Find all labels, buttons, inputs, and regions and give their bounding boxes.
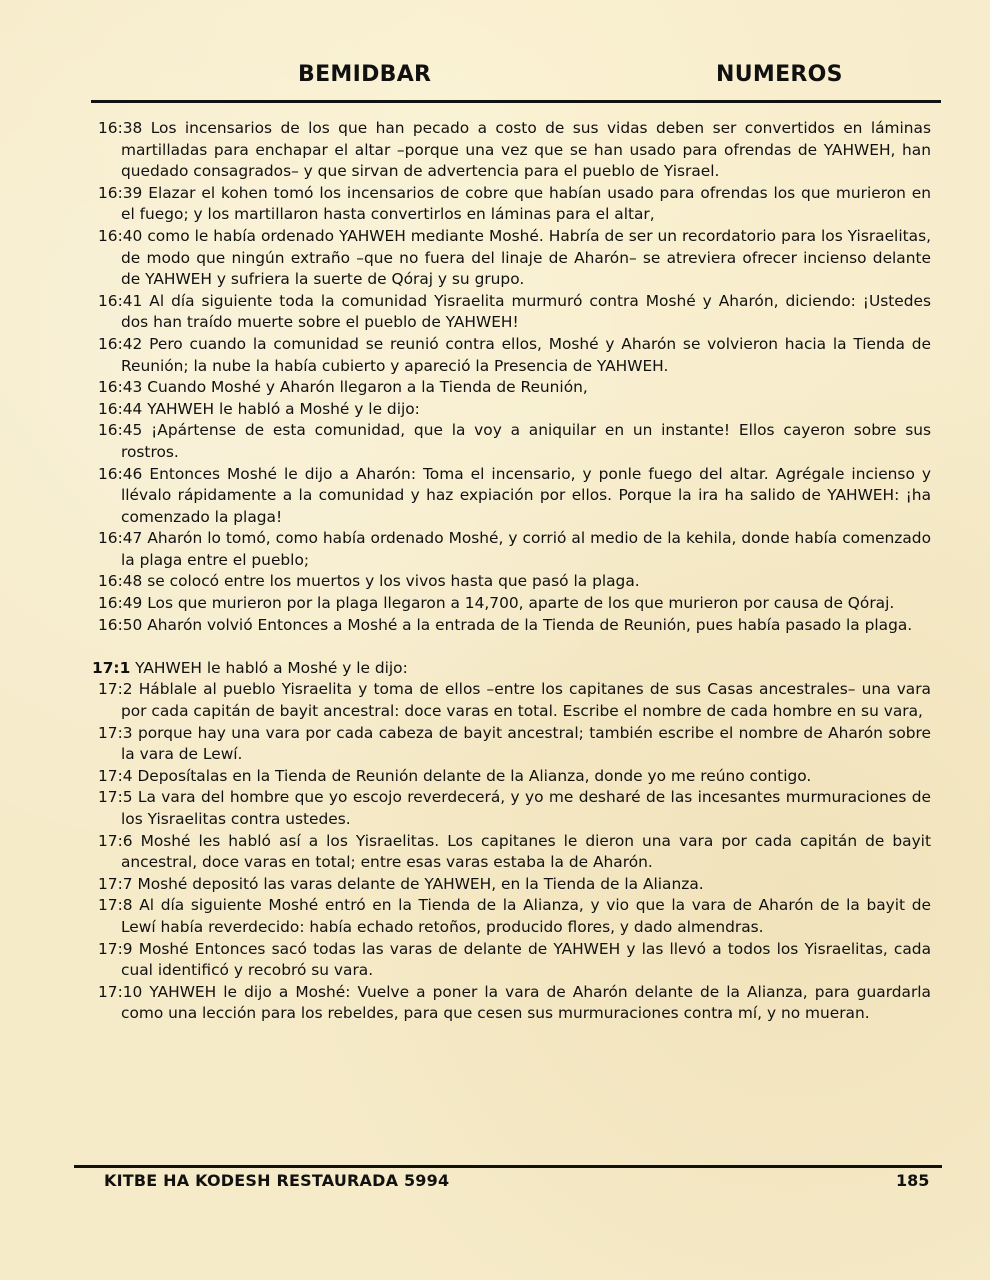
verse: 17:2 Háblale al pueblo Yisraelita y toma de ellos –entre los capitanes de sus Casas ancestrales– una vara por cada capitán de bayit ancestral: doce varas en total. Escribe el nombre de cada hombre en su vara, (98, 680, 931, 721)
footer-title: KITBE HA KODESH RESTAURADA 5994 (104, 1171, 450, 1190)
chapter-number: 17:1 (92, 658, 131, 677)
verse: 17:10 YAHWEH le dijo a Moshé: Vuelve a poner la vara de Aharón delante de la Alianza, para guardarla como una lección para los rebeldes, para que cesen sus murmuraciones contra mí, y no mueran. (98, 982, 931, 1023)
verse: 17:3 porque hay una vara por cada cabeza de bayit ancestral; también escribe el nombre de Aharón sobre la vara de Lewí. (98, 723, 931, 764)
page-header (0, 62, 990, 96)
book-title-hebrew: BEMIDBAR (298, 62, 432, 87)
header-rule (91, 100, 941, 103)
chapter-gap (98, 636, 931, 658)
chapter-16-verses (98, 118, 931, 636)
verse: 16:40 como le había ordenado YAHWEH mediante Moshé. Habría de ser un recordatorio para los Yisraelitas, de modo que ningún extraño –que no fuera del linaje de Aharón– se atreviera ofrecer incienso delante de YAHWEH y sufriera la suerte de Qóraj y su grupo. (98, 226, 931, 289)
book-title-spanish: NUMEROS (716, 62, 843, 87)
verse: 17:4 Deposítalas en la Tienda de Reunión delante de la Alianza, donde yo me reúno contigo. (98, 766, 812, 785)
verse: 17:9 Moshé Entonces sacó todas las varas de delante de YAHWEH y las llevó a todos los Yisraelitas, cada cual identificó y recobró su vara. (98, 939, 931, 980)
verse: 16:49 Los que murieron por la plaga llegaron a 14,700, aparte de los que murieron por causa de Qóraj. (98, 594, 895, 613)
verse: 16:48 se colocó entre los muertos y los vivos hasta que pasó la plaga. (98, 572, 640, 591)
verse: 16:47 Aharón lo tomó, como había ordenado Moshé, y corrió al medio de la kehila, donde había comenzado la plaga entre el pueblo; (98, 529, 931, 569)
verse: 16:38 Los incensarios de los que han pecado a costo de sus vidas deben ser convertidos en láminas martilladas para enchapar el altar –porque una vez que se han usado para ofrendas de YAHWEH, han quedado consagrados– y que sirvan de advertencia para el pueblo de Yisrael. (98, 119, 931, 181)
scripture-text (92, 118, 931, 1025)
page-number: 185 (896, 1171, 930, 1190)
chapter-17-verses (98, 679, 931, 1025)
verse-text: YAHWEH le habló a Moshé y le dijo: (130, 658, 408, 677)
verse: 16:39 Elazar el kohen tomó los incensarios de cobre que habían usado para ofrendas los que murieron en el fuego; y los martillaron hasta convertirlos en láminas para el altar, (98, 183, 931, 224)
verse: 16:43 Cuando Moshé y Aharón llegaron a la Tienda de Reunión, (98, 378, 588, 397)
verse: 16:50 Aharón volvió Entonces a Moshé a la entrada de la Tienda de Reunión, pues había pasado la plaga. (98, 615, 913, 634)
verse: 16:45 ¡Apártense de esta comunidad, que la voy a aniquilar en un instante! Ellos cayeron sobre sus rostros. (98, 421, 931, 461)
verse: 17:6 Moshé les habló así a los Yisraelitas. Los capitanes le dieron una vara por cada capitán de bayit ancestral, doce varas en total; entre esas varas estaba la de Aharón. (98, 831, 931, 872)
verse: 17:7 Moshé depositó las varas delante de YAHWEH, en la Tienda de la Alianza. (98, 874, 704, 893)
verse: 17:5 La vara del hombre que yo escojo reverdecerá, y yo me desharé de las incesantes murmuraciones de los Yisraelitas contra ustedes. (98, 788, 931, 828)
verse: 17:8 Al día siguiente Moshé entró en la Tienda de la Alianza, y vio que la vara de Aharón de la bayit de Lewí había reverdecido: había echado retoños, producido flores, y dado almendras. (98, 896, 931, 936)
footer-rule (74, 1165, 942, 1168)
verse: 16:41 Al día siguiente toda la comunidad Yisraelita murmuró contra Moshé y Aharón, diciendo: ¡Ustedes dos han traído muerte sobre el pueblo de YAHWEH! (98, 291, 931, 332)
verse: 16:44 YAHWEH le habló a Moshé y le dijo: (98, 399, 420, 418)
verse: 16:42 Pero cuando la comunidad se reunió contra ellos, Moshé y Aharón se volvieron hacia la Tienda de Reunión; la nube la había cubierto y apareció la Presencia de YAHWEH. (98, 334, 931, 375)
verse-17-1 (92, 658, 931, 680)
verse: 16:46 Entonces Moshé le dijo a Aharón: Toma el incensario, y ponle fuego del altar. Agrégale incienso y llévalo rápidamente a la comunidad y haz expiación por ellos. Porque la ira ha salido de YAHWEH: ¡ha comenzado la plaga! (98, 464, 931, 526)
